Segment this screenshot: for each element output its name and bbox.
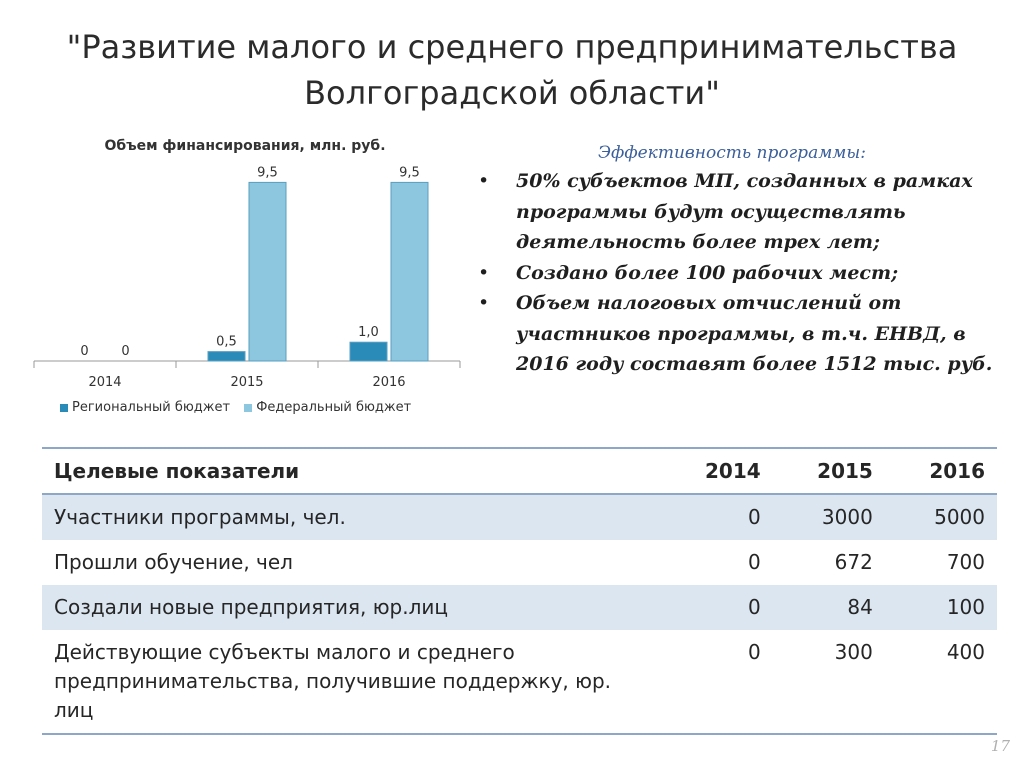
legend-item-federal bbox=[244, 400, 411, 415]
table-row bbox=[42, 585, 997, 630]
table-row bbox=[42, 540, 997, 585]
effectiveness-line: 2016 году составят более 1512 тыс. руб. bbox=[516, 353, 993, 375]
bar-regional-2016 bbox=[350, 342, 387, 361]
chart-legend bbox=[60, 400, 421, 415]
effectiveness-list bbox=[474, 166, 994, 380]
target-indicators-table bbox=[42, 447, 997, 735]
header-year-2015: 2015 bbox=[773, 448, 885, 494]
row-label: Участники программы, чел. bbox=[42, 494, 661, 540]
slide-title-line-2: Волгоградской области" bbox=[304, 74, 720, 112]
legend-label-federal: Федеральный бюджет bbox=[256, 400, 412, 415]
legend-swatch-regional bbox=[60, 404, 68, 412]
data-label-regional-2014: 0 bbox=[80, 344, 89, 359]
legend-label-regional: Региональный бюджет bbox=[72, 400, 231, 415]
legend-swatch-federal bbox=[244, 404, 252, 412]
cell-2014: 0 bbox=[661, 630, 773, 734]
row-label: Прошли обучение, чел bbox=[54, 550, 293, 574]
cell-2016: 400 bbox=[885, 630, 997, 734]
effectiveness-heading: Эффективность программы: bbox=[598, 143, 866, 163]
cell-2015: 672 bbox=[834, 550, 873, 574]
header-year-2016: 2016 bbox=[885, 448, 997, 494]
bar-regional-2015 bbox=[208, 352, 245, 361]
cell-2016: 5000 bbox=[885, 494, 997, 540]
chart-title: Объем финансирования, млн. руб. bbox=[104, 138, 386, 154]
table-row bbox=[42, 630, 997, 734]
cell-2014: 0 bbox=[747, 550, 761, 574]
effectiveness-line: Создано более 100 рабочих мест; bbox=[516, 261, 899, 284]
bullet-icon: • bbox=[478, 292, 490, 314]
header-indicators: Целевые показатели bbox=[42, 448, 661, 494]
data-label-regional-2015: 0,5 bbox=[216, 334, 237, 350]
bullet-icon: • bbox=[478, 170, 490, 192]
effectiveness-item bbox=[474, 166, 994, 258]
x-tick-label-2016: 2016 bbox=[372, 375, 406, 390]
effectiveness-line: деятельность более трех лет; bbox=[516, 231, 881, 253]
bar-federal-2015 bbox=[249, 182, 286, 361]
data-label-federal-2014: 0 bbox=[121, 344, 130, 359]
row-label-line: Действующие субъекты малого и среднего bbox=[54, 640, 515, 664]
cell-2016: 100 bbox=[885, 585, 997, 630]
data-label-federal-2015: 9,5 bbox=[257, 165, 278, 181]
effectiveness-item bbox=[474, 288, 994, 380]
funding-chart bbox=[20, 132, 470, 432]
effectiveness-line: участников программы, в т.ч. ЕНВД, в bbox=[516, 322, 966, 345]
legend-item-regional bbox=[60, 400, 234, 415]
table-header-row bbox=[42, 448, 997, 494]
row-label-line: предпринимательства, получившие поддержку, юр. лиц bbox=[54, 669, 612, 722]
data-label-regional-2016: 1,0 bbox=[358, 325, 379, 341]
x-tick-label-2014: 2014 bbox=[88, 375, 122, 390]
row-label: Создали новые предприятия, юр.лиц bbox=[42, 585, 661, 630]
data-label-federal-2016: 9,5 bbox=[399, 165, 420, 181]
bar-federal-2016 bbox=[391, 182, 428, 361]
cell-2016: 700 bbox=[946, 550, 985, 574]
bullet-icon: • bbox=[478, 261, 490, 284]
effectiveness-line: Объем налоговых отчислений от bbox=[516, 292, 902, 314]
header-year-2014: 2014 bbox=[661, 448, 773, 494]
slide-title-line-1: "Развитие малого и среднего предпринимательства bbox=[66, 28, 958, 66]
slide-title bbox=[30, 24, 994, 116]
row-label bbox=[42, 630, 661, 734]
page-number: 17 bbox=[990, 737, 1010, 755]
effectiveness-line: 50% субъектов МП, созданных в рамках bbox=[516, 170, 973, 192]
cell-2015: 84 bbox=[773, 585, 885, 630]
effectiveness-line: программы будут осуществлять bbox=[516, 200, 906, 223]
x-tick-label-2015: 2015 bbox=[230, 375, 264, 390]
chart-canvas bbox=[20, 132, 470, 432]
cell-2015: 3000 bbox=[773, 494, 885, 540]
effectiveness-item bbox=[474, 258, 994, 289]
program-effectiveness bbox=[474, 140, 994, 380]
table-row bbox=[42, 494, 997, 540]
cell-2014: 0 bbox=[661, 585, 773, 630]
cell-2014: 0 bbox=[661, 494, 773, 540]
cell-2015: 300 bbox=[773, 630, 885, 734]
